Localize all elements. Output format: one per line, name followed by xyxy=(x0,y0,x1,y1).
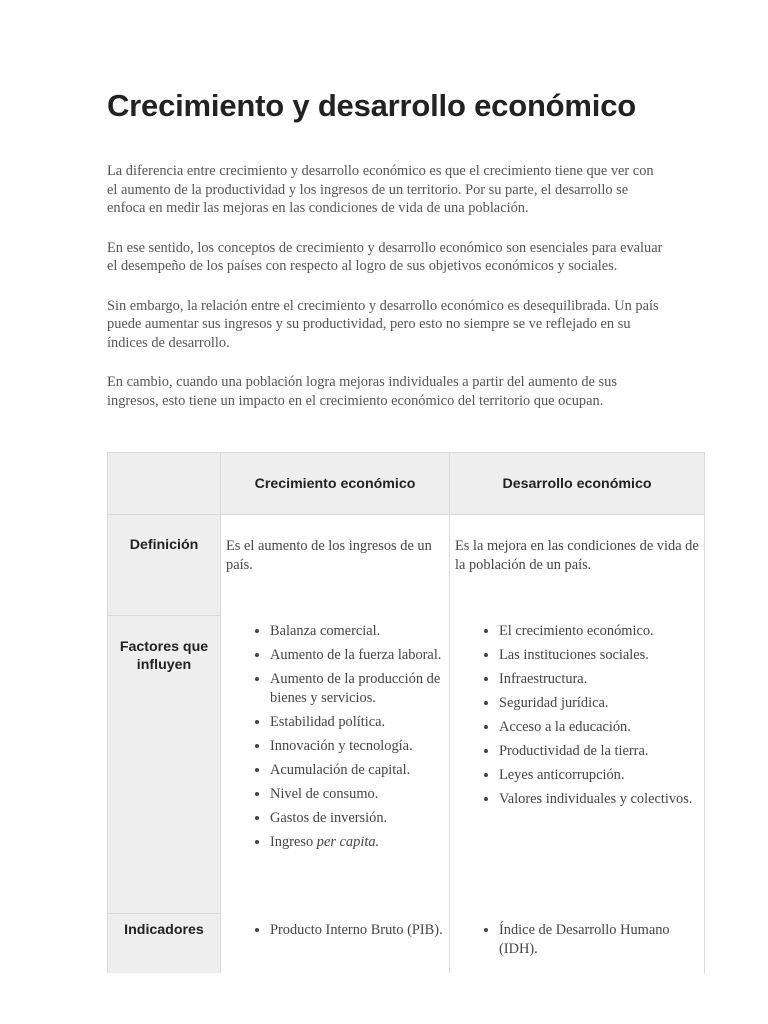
header-empty xyxy=(108,453,221,515)
intro-text xyxy=(107,162,667,431)
paragraph-4: En cambio, cuando una población logra mejoras individuales a partir del aumento de sus ingresos, esto tiene un impacto en el crecimiento económico del territorio que ocupan. xyxy=(107,374,617,409)
header-development: Desarrollo económico xyxy=(450,453,705,515)
factors-growth-list xyxy=(226,622,445,851)
page-title: Crecimiento y desarrollo económico xyxy=(107,88,636,123)
list-item: • Producto Interno Bruto (PIB). xyxy=(270,921,445,940)
row-label-indicators: Indicadores xyxy=(108,913,221,973)
list-item: • Balanza comercial. xyxy=(270,622,445,641)
paragraph-2: En ese sentido, los conceptos de crecimiento y desarrollo económico son esenciales para evaluar el desempeño de los países con respecto al logro de sus objetivos económicos y sociales. xyxy=(107,239,663,274)
list-item: • Gastos de inversión. xyxy=(270,809,445,828)
paragraph-3: Sin embargo, la relación entre el crecimiento y desarrollo económico es desequilibrada. Un país puede aumentar sus ingresos y su productividad, pero esto no siempre se ve reflejado en su índices de desarrollo. xyxy=(107,297,659,351)
list-item: • Aumento de la fuerza laboral. xyxy=(270,646,445,665)
list-item-emphasis: per capita. xyxy=(316,833,380,850)
factors-development-cell xyxy=(450,615,705,913)
row-label-definition: Definición xyxy=(108,515,221,616)
list-item: • Leyes anticorrupción. xyxy=(499,766,700,785)
list-item xyxy=(270,833,445,852)
paragraph-1: La diferencia entre crecimiento y desarrollo económico es que el crecimiento tiene que ver con el aumento de la productividad y los ingresos de un territorio. Por su parte, el desarrollo se enfoca en medir las mejoras en las condiciones de vida de una población. xyxy=(107,163,654,216)
list-item: • Índice de Desarrollo Humano (IDH). xyxy=(499,921,700,958)
list-item: • Innovación y tecnología. xyxy=(270,737,445,756)
list-item: • Productividad de la tierra. xyxy=(499,742,700,761)
header-growth: Crecimiento económico xyxy=(221,453,450,515)
list-item: • Seguridad jurídica. xyxy=(499,694,700,713)
comparison-table xyxy=(107,452,705,973)
list-item: • Estabilidad política. xyxy=(270,713,445,732)
factors-growth-cell xyxy=(221,615,450,913)
definition-growth: Es el aumento de los ingresos de un país. xyxy=(221,515,450,616)
list-item: • Acumulación de capital. xyxy=(270,761,445,780)
indicators-development-cell xyxy=(450,913,705,973)
list-item-text: Ingreso xyxy=(270,833,317,850)
list-item: • Aumento de la producción de bienes y servicios. xyxy=(270,670,445,707)
list-item: • Acceso a la educación. xyxy=(499,718,700,737)
list-item: • Nivel de consumo. xyxy=(270,785,445,804)
table-row-factors xyxy=(108,615,705,913)
table-header-row xyxy=(108,453,705,515)
list-item: • Infraestructura. xyxy=(499,670,700,689)
table-row-indicators xyxy=(108,913,705,973)
indicators-growth-cell xyxy=(221,913,450,973)
factors-development-list xyxy=(455,622,700,809)
definition-development: Es la mejora en las condiciones de vida de la población de un país. xyxy=(450,515,705,616)
row-label-factors: Factores que influyen xyxy=(108,615,221,913)
list-item: • Las instituciones sociales. xyxy=(499,646,700,665)
indicators-development-list xyxy=(455,921,700,958)
indicators-growth-list xyxy=(226,921,445,940)
table-row-definition xyxy=(108,515,705,616)
list-item: • El crecimiento económico. xyxy=(499,622,700,641)
list-item: • Valores individuales y colectivos. xyxy=(499,790,700,809)
